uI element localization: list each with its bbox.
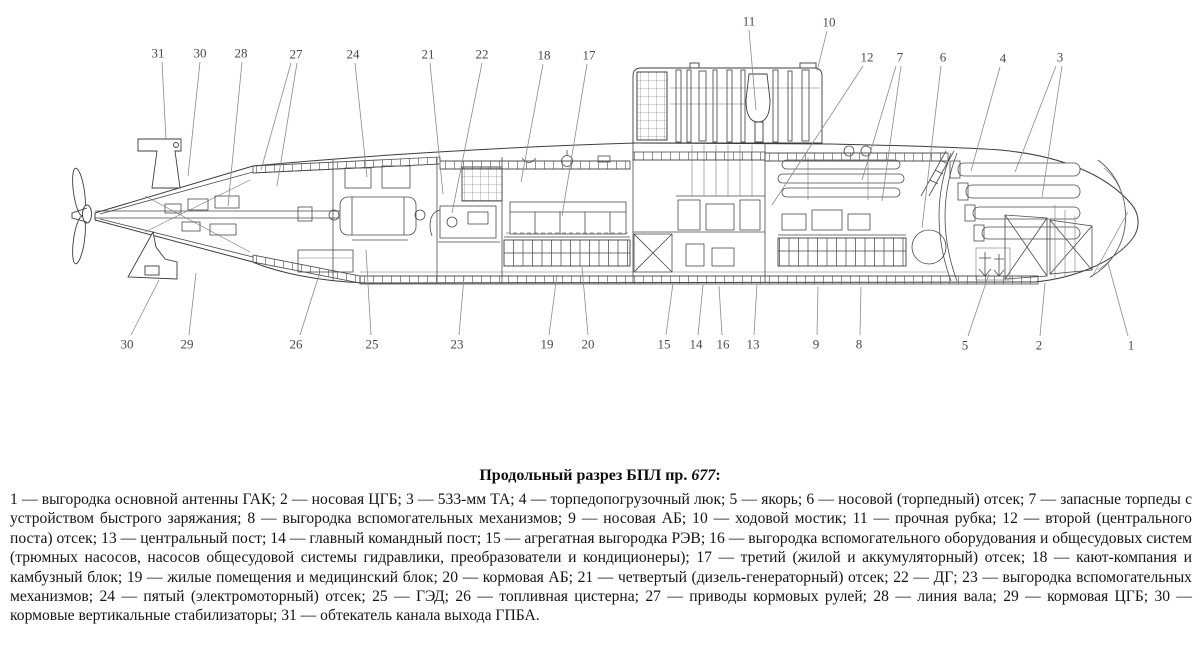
callout-number-15: 15	[657, 336, 671, 352]
sail	[633, 63, 822, 143]
legend-item-number: 17	[696, 549, 712, 567]
legend-item-number: 20	[442, 568, 458, 586]
main-electric-motor	[340, 197, 416, 235]
leader-line-30	[188, 62, 200, 176]
legend-item-number: 1	[10, 491, 18, 508]
leader-line-15	[666, 283, 673, 335]
leader-line-16	[719, 286, 722, 335]
legend-item-number: 25	[372, 588, 388, 606]
callout-number-13: 13	[746, 336, 760, 352]
callout-number-4: 4	[999, 50, 1007, 66]
legend-item-number: 30	[1154, 588, 1171, 606]
equipment-rack	[462, 167, 502, 201]
callout-number-19: 19	[540, 336, 554, 352]
callout-number-6: 6	[939, 49, 947, 65]
callout-number-11: 11	[742, 13, 756, 29]
leader-line-9	[817, 287, 818, 335]
callout-number-10: 10	[822, 14, 836, 30]
legend-item-number: 21	[577, 568, 594, 586]
legend-item-number: 29	[1003, 588, 1019, 606]
legend-item-number: 10	[692, 510, 708, 528]
callout-number-9: 9	[812, 336, 820, 352]
callout-number-7: 7	[896, 49, 904, 65]
figure-title	[0, 466, 1200, 486]
legend-item-number: 28	[873, 588, 889, 606]
callout-number-22: 22	[475, 46, 489, 62]
torpedo-tube	[958, 163, 1080, 176]
callout-number-17: 17	[582, 47, 596, 63]
callout-number-23: 23	[450, 336, 464, 352]
legend-item-number: 5	[729, 491, 738, 508]
leader-line-10	[817, 31, 827, 71]
torpedo-tube	[973, 207, 1080, 219]
callout-number-12: 12	[860, 49, 874, 65]
bridge	[800, 63, 816, 68]
legend: 1 — выгородка основной антенны ГАК; 2 — носовая ЦГБ; 3 — 533-мм ТА; 4 — торпедопогрузочный люк; 5 — якорь; 6 — носовой (торпедный) отсек; 7 — запасные торпеды с устройством быстрого заряжания; 8 — выгородка вспомогательных механизмов; 9 — носовая АБ; 10 — ходовой мостик; 11 — прочная рубка; 12 — второй (центрального поста) отсек; 13 — центральный пост; 14 — главный командный пост; 15 — агрегатная выгородка РЭВ; 16 — выгородка вспомогательного оборудования и общесудовых систем (трюмных насосов, насосов общесудовой системы гидравлики, преобразователи и кондиционеры); 17 — третий (жилой и аккумуляторный) отсек; 18 — кают-компания и камбузный блок; 19 — жилые помещения и медицинский блок; 20 — кормовая АБ; 21 — четвертый (дизель-генераторный) отсек; 22 — ДГ; 23 — выгородка вспомогательных механизмов; 24 — пятый (электромоторный) отсек; 25 — ГЭД; 26 — топливная цистерна; 27 — приводы кормовых рулей; 28 — линия вала; 29 — кормовая ЦГБ; 30 — кормовые вертикальные стабилизаторы; 31 — обтекатель канала выхода ГПБА.	[10, 491, 1193, 625]
legend-item-number: 4	[518, 491, 527, 508]
legend-item-number: 26	[455, 588, 471, 606]
callout-number-26: 26	[289, 336, 303, 352]
callout-number-31: 31	[151, 45, 165, 61]
callout-number-1: 1	[1127, 337, 1135, 353]
callout-number-24: 24	[346, 46, 360, 62]
conning-capsule	[746, 74, 770, 122]
leader-line-27	[261, 63, 291, 170]
legend-item-number: 12	[1002, 510, 1018, 528]
callout-number-5: 5	[961, 337, 969, 353]
callout-number-30: 30	[193, 45, 207, 61]
legend-item-number: 27	[645, 588, 661, 606]
legend-item-number: 19	[126, 568, 143, 586]
legend-item-number: 31	[281, 607, 297, 625]
callout-number-20: 20	[581, 336, 595, 352]
legend-item-number: 9	[568, 510, 576, 528]
gpba-fairing	[138, 139, 181, 188]
legend-item-number: 7	[1028, 491, 1037, 508]
leader-line-2	[1040, 283, 1045, 336]
legend-item-number: 13	[101, 529, 117, 547]
callout-number-21: 21	[421, 46, 435, 62]
leader-line-8	[860, 287, 861, 335]
figure-title-colon: :	[715, 467, 721, 484]
sail-ladder-grid	[637, 72, 667, 140]
leader-line-29	[189, 273, 196, 335]
spare-torpedo	[782, 188, 900, 197]
torpedo-tube	[966, 185, 1080, 198]
callout-number-16: 16	[716, 336, 730, 352]
leader-line-1	[1108, 263, 1128, 336]
leader-line-30	[131, 280, 159, 335]
legend-item-number: 24	[99, 588, 116, 606]
legend-item-number: 14	[270, 529, 286, 547]
callout-number-30: 30	[120, 336, 134, 352]
callout-number-18: 18	[537, 47, 551, 63]
figure-title-text: Продольный разрез БПЛ пр.	[479, 467, 692, 484]
leader-line-26	[300, 275, 319, 335]
leader-line-31	[162, 62, 166, 140]
legend-item-number: 23	[962, 568, 978, 586]
callout-number-3: 3	[1056, 49, 1064, 65]
callout-number-25: 25	[365, 336, 379, 352]
callout-number-29: 29	[180, 336, 194, 352]
leader-line-13	[754, 284, 757, 335]
callout-number-8: 8	[855, 336, 863, 352]
propeller	[70, 167, 91, 264]
callout-number-14: 14	[689, 336, 703, 352]
leader-line-23	[459, 277, 464, 335]
figure-title-model: 677	[691, 467, 716, 484]
legend-item-number: 6	[806, 491, 815, 508]
legend-item-number: 2	[279, 491, 288, 508]
bow-battery	[778, 238, 906, 266]
leader-line-14	[698, 285, 703, 335]
callout-number-2: 2	[1035, 337, 1043, 353]
legend-item-number: 8	[247, 510, 256, 528]
pressure-sphere	[912, 230, 946, 264]
legend-item-number: 16	[709, 529, 725, 547]
legend-item-number: 3	[406, 491, 414, 508]
callout-number-28: 28	[234, 45, 248, 61]
callout-number-27: 27	[289, 46, 303, 62]
legend-item-number: 22	[893, 568, 909, 586]
legend-item-number: 18	[1031, 549, 1048, 567]
legend-item-number: 11	[852, 510, 868, 528]
legend-item-number: 15	[485, 529, 501, 547]
